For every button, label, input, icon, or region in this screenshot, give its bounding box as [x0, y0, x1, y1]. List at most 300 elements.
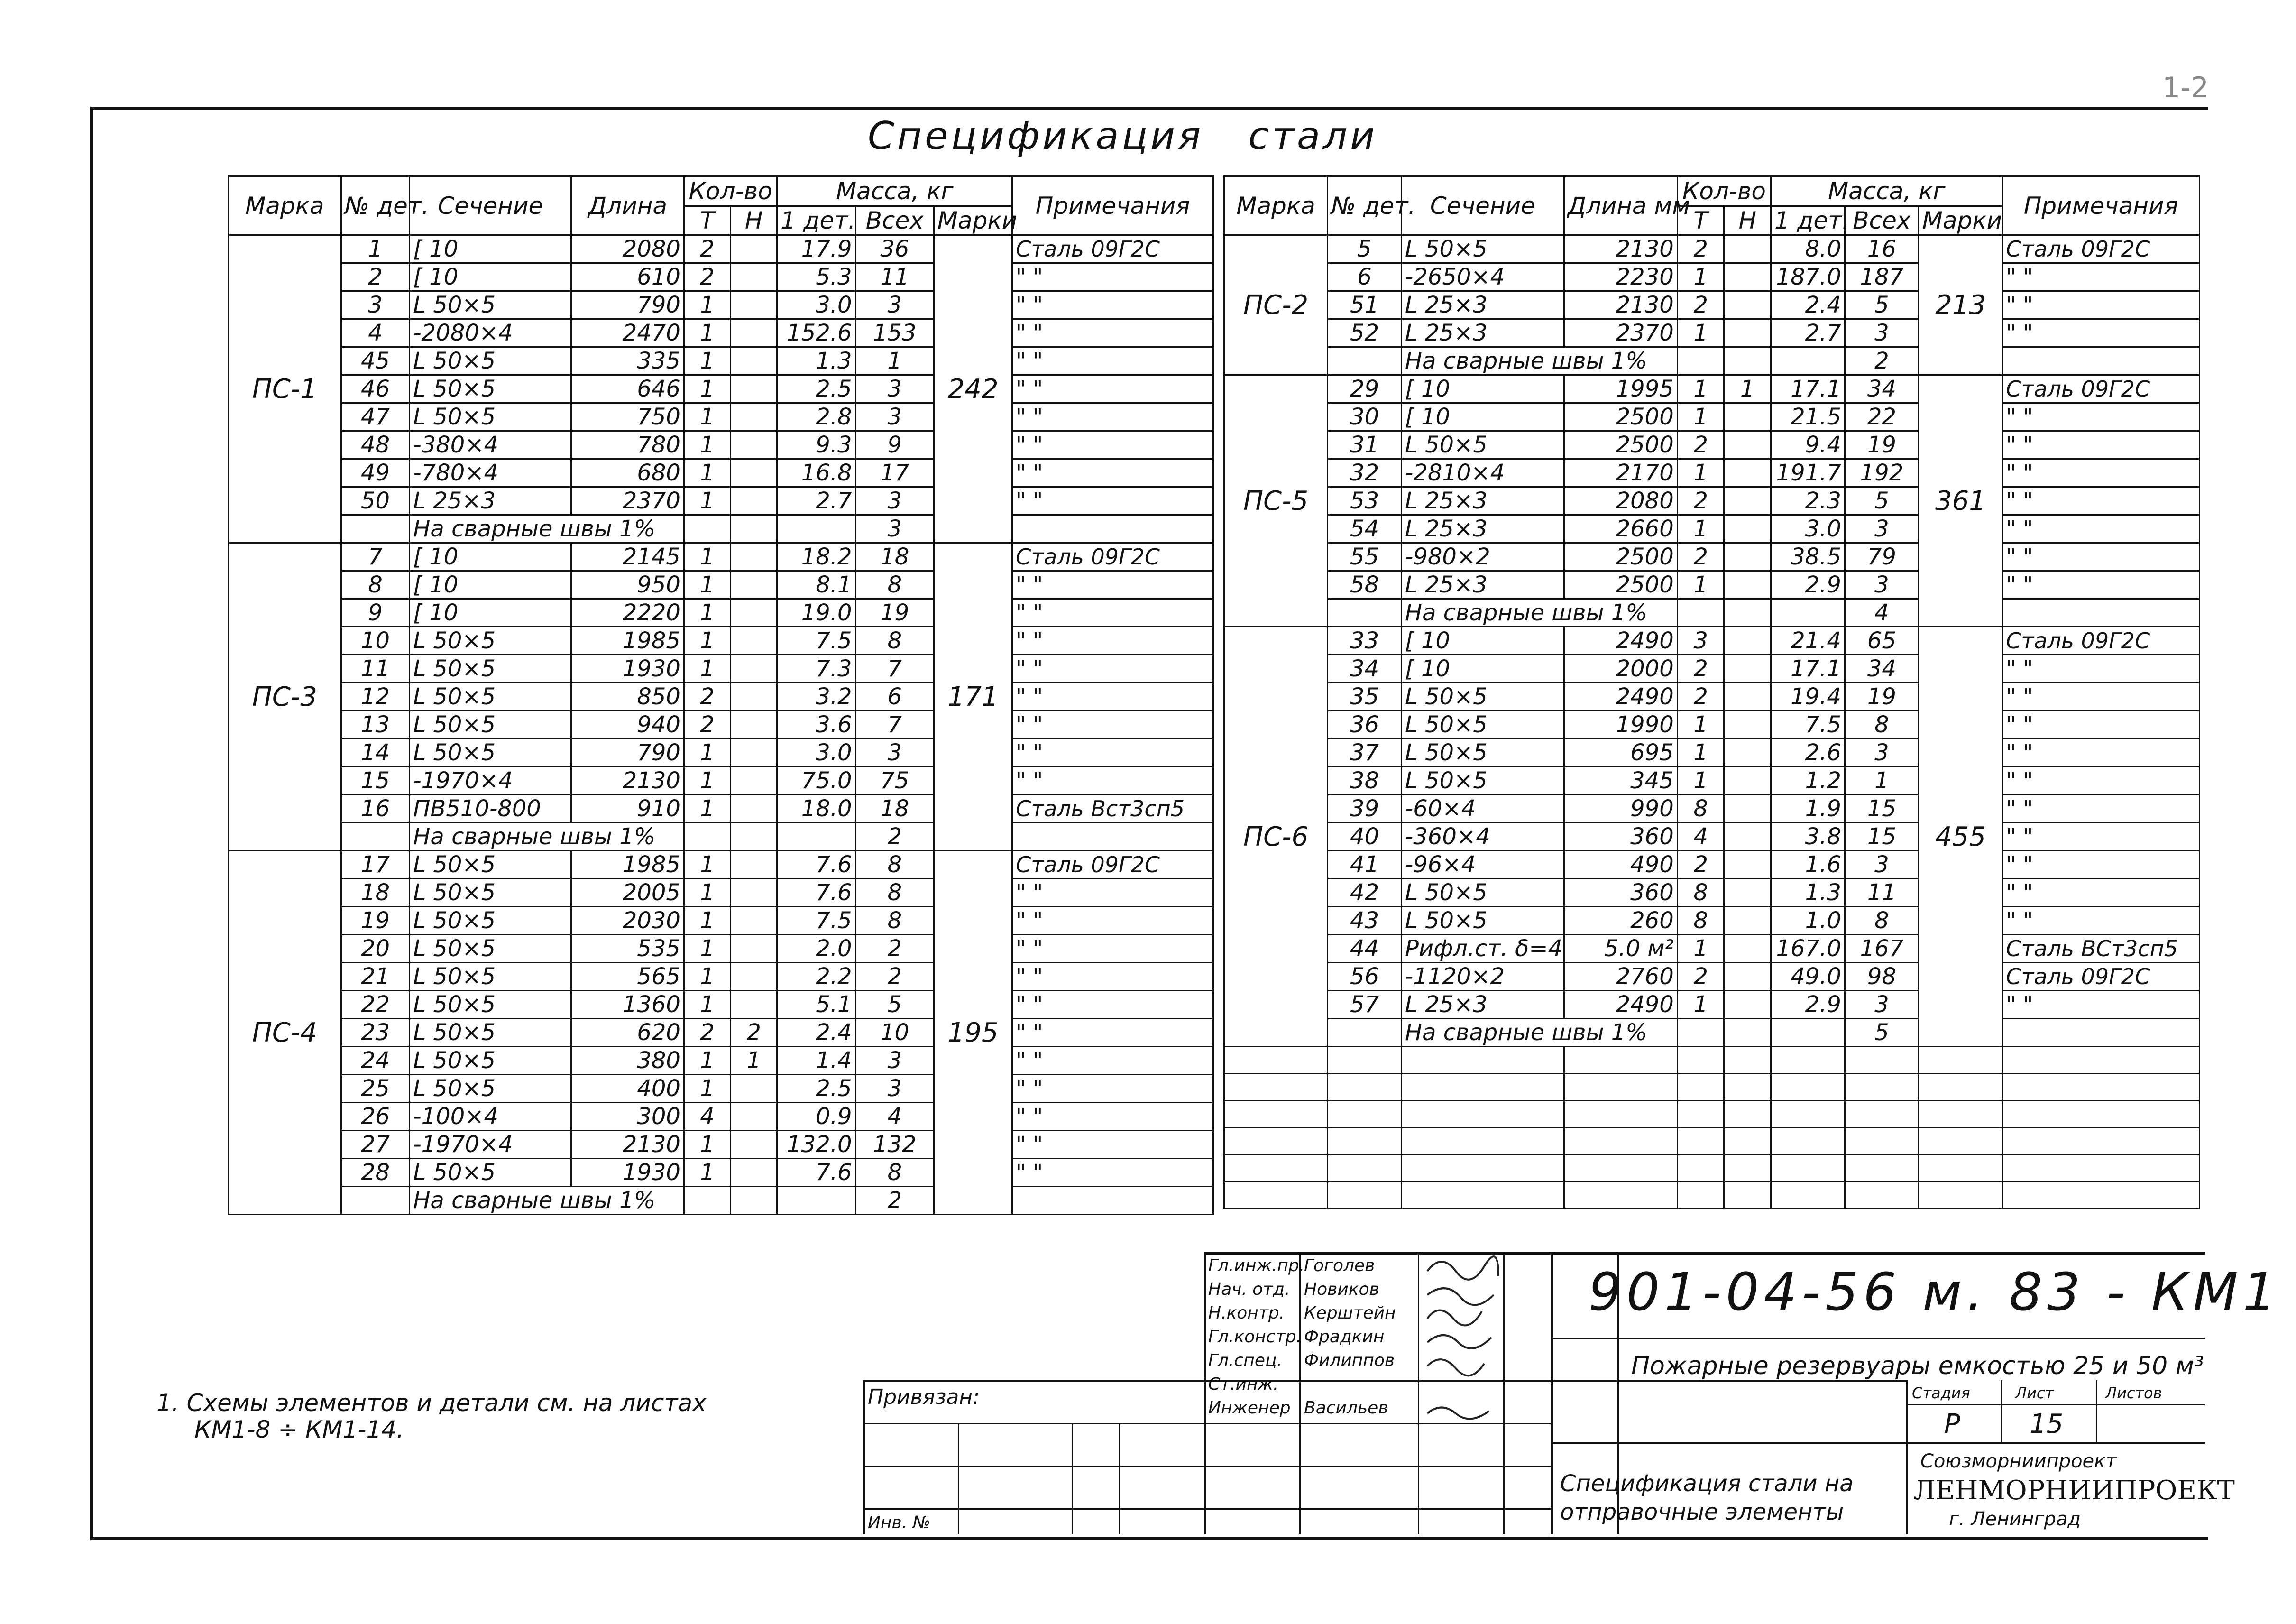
section-cell: L 50×5: [1401, 235, 1564, 263]
role-0: Гл.инж.пр.: [1208, 1256, 1305, 1275]
name-0: Гоголев: [1304, 1256, 1375, 1275]
length-cell: 2130: [1564, 235, 1677, 263]
det-number-cell: 40: [1328, 823, 1402, 851]
table-row: [1224, 879, 2200, 907]
det-number-cell: 4: [341, 319, 410, 347]
length-cell: 335: [571, 347, 684, 375]
qty-t-cell: 1: [1677, 935, 1724, 963]
table-row: [229, 1103, 1213, 1131]
role-3: Гл.констр.: [1208, 1327, 1302, 1347]
section-cell: L 25×3: [1401, 515, 1564, 543]
empty-cell: [1845, 1101, 1919, 1128]
name-6: Васильев: [1304, 1398, 1388, 1418]
table-row: [1224, 851, 2200, 879]
length-cell: 1985: [571, 851, 684, 879]
note-cell: Сталь 09Г2С: [1012, 235, 1213, 263]
section-cell: L 50×5: [1401, 711, 1564, 739]
qty-n-cell: [1724, 823, 1771, 851]
mass-all-cell: 3: [1845, 515, 1919, 543]
section-cell: [ 10: [410, 571, 571, 599]
length-cell: 990: [1564, 795, 1677, 823]
weld-label: На сварные швы 1%: [1401, 347, 1677, 375]
mass-all-cell: 7: [855, 711, 934, 739]
det-number-cell: 8: [341, 571, 410, 599]
length-cell: 780: [571, 431, 684, 459]
note-cell: " ": [1012, 1131, 1213, 1159]
det-number-cell: 43: [1328, 907, 1402, 935]
mass-one-cell: 2.4: [1771, 291, 1845, 319]
mass-marki-cell: 361: [1919, 375, 2002, 627]
length-cell: 1930: [571, 1159, 684, 1187]
marka-cell: ПС-3: [229, 543, 341, 851]
empty-cell: [2002, 1101, 2200, 1128]
note-cell: " ": [2002, 263, 2200, 291]
mass-all-cell: 11: [855, 263, 934, 291]
table-row: [229, 1047, 1213, 1075]
section-cell: L 50×5: [410, 1047, 571, 1075]
qty-t-cell: 1: [684, 739, 730, 767]
note-cell: " ": [2002, 767, 2200, 795]
table-row: [1224, 403, 2200, 431]
det-number-cell: 16: [341, 795, 410, 823]
note-cell: Сталь 09Г2С: [2002, 963, 2200, 991]
footnote-line-2: КМ1-8 ÷ КМ1-14.: [194, 1416, 404, 1443]
name-3: Фрадкин: [1304, 1327, 1385, 1347]
det-number-cell: 51: [1328, 291, 1402, 319]
section-cell: L 50×5: [1401, 683, 1564, 711]
sheet-title-2: отправочные элементы: [1560, 1499, 1844, 1525]
qty-t-cell: 1: [684, 879, 730, 907]
qty-t-cell: 2: [1677, 851, 1724, 879]
note-cell: " ": [2002, 851, 2200, 879]
length-cell: 2500: [1564, 543, 1677, 571]
qty-t-cell: 2: [684, 1019, 730, 1047]
mass-one-cell: 2.9: [1771, 991, 1845, 1019]
qty-t-cell: 1: [1677, 375, 1724, 403]
section-cell: L 50×5: [410, 403, 571, 431]
empty-cell: [1724, 1128, 1771, 1155]
qty-t-cell: 2: [1677, 431, 1724, 459]
length-cell: 2230: [1564, 263, 1677, 291]
empty-cell: [2002, 1182, 2200, 1209]
empty-cell: [1771, 1047, 1845, 1074]
section-cell: L 50×5: [410, 1159, 571, 1187]
length-cell: 2000: [1564, 655, 1677, 683]
empty-cell: [2002, 1074, 2200, 1101]
empty-cell: [1564, 1128, 1677, 1155]
col-massa: Масса, кг: [777, 176, 1012, 206]
qty-n-cell: [731, 1159, 777, 1187]
note-cell: " ": [2002, 319, 2200, 347]
qty-t-cell: 1: [684, 991, 730, 1019]
note-cell: " ": [1012, 683, 1213, 711]
qty-n-cell: [731, 291, 777, 319]
qty-t-cell: 8: [1677, 879, 1724, 907]
mass-all-cell: 3: [855, 739, 934, 767]
qty-n-cell: [1724, 627, 1771, 655]
mass-all-cell: 153: [855, 319, 934, 347]
mass-one-cell: 17.9: [777, 235, 855, 263]
det-number-cell: 29: [1328, 375, 1402, 403]
col-dlina: Длина мм: [1564, 176, 1677, 235]
table-row: [229, 487, 1213, 515]
section-cell: L 25×3: [1401, 487, 1564, 515]
qty-t-cell: 2: [684, 711, 730, 739]
length-cell: 345: [1564, 767, 1677, 795]
section-cell: L 50×5: [410, 851, 571, 879]
marka-cell: ПС-6: [1224, 627, 1328, 1047]
empty-cell: [684, 1187, 730, 1215]
page-title: Спецификация стали: [868, 114, 1378, 158]
empty-cell: [1224, 1155, 1328, 1182]
qty-n-cell: [731, 235, 777, 263]
mass-all-cell: 22: [1845, 403, 1919, 431]
qty-t-cell: 4: [684, 1103, 730, 1131]
mass-all-cell: 3: [1845, 991, 1919, 1019]
empty-cell: [1724, 1074, 1771, 1101]
mass-one-cell: 7.6: [777, 1159, 855, 1187]
qty-n-cell: [731, 403, 777, 431]
col-kol-vo: Кол-во: [1677, 176, 1771, 206]
mass-one-cell: 187.0: [1771, 263, 1845, 291]
mass-all-cell: 19: [855, 599, 934, 627]
mass-one-cell: 9.3: [777, 431, 855, 459]
note-cell: " ": [1012, 907, 1213, 935]
table-row: [1224, 655, 2200, 683]
qty-t-cell: 1: [684, 459, 730, 487]
qty-t-cell: 1: [1677, 711, 1724, 739]
mass-all-cell: 5: [1845, 291, 1919, 319]
mass-all-cell: 10: [855, 1019, 934, 1047]
section-cell: L 50×5: [410, 991, 571, 1019]
table-row: [1224, 291, 2200, 319]
det-number-cell: 58: [1328, 571, 1402, 599]
det-number-cell: 56: [1328, 963, 1402, 991]
empty-cell: [1919, 1047, 2002, 1074]
qty-t-cell: 2: [684, 235, 730, 263]
empty-row: [1224, 1047, 2200, 1074]
section-cell: L 50×5: [1401, 767, 1564, 795]
length-cell: 300: [571, 1103, 684, 1131]
weld-label: На сварные швы 1%: [1401, 599, 1677, 627]
empty-cell: [1401, 1074, 1564, 1101]
qty-t-cell: 1: [684, 487, 730, 515]
qty-n-cell: [731, 655, 777, 683]
note-cell: " ": [1012, 767, 1213, 795]
col-n: Н: [731, 206, 777, 235]
length-cell: 620: [571, 1019, 684, 1047]
mass-one-cell: 21.5: [1771, 403, 1845, 431]
length-cell: 2220: [571, 599, 684, 627]
section-cell: [ 10: [410, 543, 571, 571]
empty-cell: [1677, 1019, 1724, 1047]
empty-cell: [1724, 1155, 1771, 1182]
empty-cell: [2002, 1128, 2200, 1155]
mass-all-cell: 3: [855, 487, 934, 515]
det-number-cell: 47: [341, 403, 410, 431]
qty-n-cell: [1724, 739, 1771, 767]
qty-t-cell: 2: [1677, 655, 1724, 683]
qty-t-cell: 1: [684, 851, 730, 879]
note-cell: " ": [1012, 627, 1213, 655]
table-row: [229, 319, 1213, 347]
empty-row: [1224, 1128, 2200, 1155]
length-cell: 2490: [1564, 683, 1677, 711]
note-cell: " ": [2002, 907, 2200, 935]
table-row: [1224, 739, 2200, 767]
section-cell: L 50×5: [410, 655, 571, 683]
det-number-cell: 28: [341, 1159, 410, 1187]
note-cell: " ": [1012, 879, 1213, 907]
qty-n-cell: [731, 263, 777, 291]
qty-n-cell: [1724, 235, 1771, 263]
empty-cell: [341, 1187, 410, 1215]
det-number-cell: 52: [1328, 319, 1402, 347]
qty-n-cell: [731, 851, 777, 879]
mass-all-cell: 8: [855, 907, 934, 935]
table-row: [1224, 991, 2200, 1019]
mass-all-cell: 8: [855, 879, 934, 907]
det-number-cell: 20: [341, 935, 410, 963]
empty-cell: [1677, 1155, 1724, 1182]
length-cell: 2500: [1564, 571, 1677, 599]
length-cell: 2660: [1564, 515, 1677, 543]
note-cell: " ": [1012, 459, 1213, 487]
det-number-cell: 31: [1328, 431, 1402, 459]
table-row: [229, 599, 1213, 627]
col-dlina: Длина: [571, 176, 684, 235]
col-t: Т: [1677, 206, 1724, 235]
qty-t-cell: 1: [684, 935, 730, 963]
length-cell: 2130: [571, 767, 684, 795]
qty-t-cell: 1: [684, 1047, 730, 1075]
length-cell: 1985: [571, 627, 684, 655]
privyazan-label: Привязан:: [868, 1385, 980, 1409]
det-number-cell: 10: [341, 627, 410, 655]
col-massa: Масса, кг: [1771, 176, 2002, 206]
section-cell: L 50×5: [410, 879, 571, 907]
empty-cell: [1724, 1101, 1771, 1128]
table-row: [229, 683, 1213, 711]
empty-cell: [1724, 347, 1771, 375]
table-row: [229, 543, 1213, 571]
sheet-title-1: Спецификация стали на: [1560, 1470, 1854, 1497]
section-cell: L 50×5: [1401, 431, 1564, 459]
section-cell: -2080×4: [410, 319, 571, 347]
col-marka: Марка: [229, 176, 341, 235]
table-row: [229, 739, 1213, 767]
length-cell: 400: [571, 1075, 684, 1103]
section-cell: L 50×5: [410, 627, 571, 655]
det-number-cell: 15: [341, 767, 410, 795]
qty-n-cell: 2: [731, 1019, 777, 1047]
section-cell: L 50×5: [1401, 907, 1564, 935]
mass-one-cell: 1.0: [1771, 907, 1845, 935]
qty-n-cell: [731, 795, 777, 823]
section-cell: L 50×5: [410, 739, 571, 767]
mass-one-cell: 75.0: [777, 767, 855, 795]
qty-n-cell: [1724, 879, 1771, 907]
mass-all-cell: 11: [1845, 879, 1919, 907]
section-cell: Рифл.ст. δ=4: [1401, 935, 1564, 963]
marka-cell: ПС-4: [229, 851, 341, 1215]
mass-one-cell: 2.7: [777, 487, 855, 515]
note-cell: " ": [1012, 263, 1213, 291]
org-line-2: ЛЕНМОРНИИПРОЕКТ: [1913, 1475, 2235, 1506]
section-cell: ПВ510-800: [410, 795, 571, 823]
note-cell: " ": [1012, 431, 1213, 459]
table-row: [1224, 907, 2200, 935]
spec-table-left: [228, 175, 1214, 1215]
qty-n-cell: [1724, 263, 1771, 291]
qty-n-cell: 1: [731, 1047, 777, 1075]
qty-n-cell: [1724, 795, 1771, 823]
qty-n-cell: [731, 907, 777, 935]
section-cell: L 50×5: [1401, 879, 1564, 907]
note-cell: " ": [2002, 291, 2200, 319]
col-sechenie: Сечение: [410, 176, 571, 235]
qty-n-cell: [731, 1075, 777, 1103]
weld-row: [229, 1187, 1213, 1215]
empty-cell: [1224, 1101, 1328, 1128]
sheet-label: Лист: [2015, 1384, 2054, 1402]
note-cell: " ": [2002, 739, 2200, 767]
det-number-cell: 9: [341, 599, 410, 627]
table-row: [1224, 683, 2200, 711]
mass-all-cell: 98: [1845, 963, 1919, 991]
note-cell: " ": [1012, 1047, 1213, 1075]
empty-cell: [1328, 1019, 1402, 1047]
qty-n-cell: [1724, 991, 1771, 1019]
section-cell: L 25×3: [410, 487, 571, 515]
empty-cell: [1771, 1101, 1845, 1128]
section-cell: L 50×5: [410, 1075, 571, 1103]
empty-cell: [1224, 1128, 1328, 1155]
section-cell: [ 10: [410, 599, 571, 627]
length-cell: 910: [571, 795, 684, 823]
det-number-cell: 7: [341, 543, 410, 571]
qty-n-cell: [731, 739, 777, 767]
det-number-cell: 30: [1328, 403, 1402, 431]
note-cell: " ": [1012, 991, 1213, 1019]
qty-t-cell: 4: [1677, 823, 1724, 851]
qty-n-cell: [731, 935, 777, 963]
table-row: [229, 431, 1213, 459]
empty-cell: [1224, 1074, 1328, 1101]
qty-n-cell: [1724, 543, 1771, 571]
table-row: [229, 711, 1213, 739]
det-number-cell: 37: [1328, 739, 1402, 767]
qty-n-cell: [731, 375, 777, 403]
qty-n-cell: [731, 347, 777, 375]
empty-cell: [341, 823, 410, 851]
role-6: Инженер: [1208, 1398, 1291, 1418]
mass-one-cell: 19.0: [777, 599, 855, 627]
det-number-cell: 50: [341, 487, 410, 515]
det-number-cell: 23: [341, 1019, 410, 1047]
mass-one-cell: 132.0: [777, 1131, 855, 1159]
weld-mass: 5: [1845, 1019, 1919, 1047]
table-row: [1224, 319, 2200, 347]
mass-all-cell: 18: [855, 795, 934, 823]
mass-all-cell: 3: [1845, 571, 1919, 599]
empty-row: [1224, 1074, 2200, 1101]
weld-mass: 3: [855, 515, 934, 543]
mass-all-cell: 3: [855, 403, 934, 431]
empty-cell: [1845, 1182, 1919, 1209]
empty-cell: [1919, 1101, 2002, 1128]
length-cell: 2760: [1564, 963, 1677, 991]
mass-all-cell: 16: [1845, 235, 1919, 263]
section-cell: L 50×5: [410, 1019, 571, 1047]
qty-n-cell: [731, 319, 777, 347]
empty-cell: [2002, 1019, 2200, 1047]
qty-n-cell: [731, 879, 777, 907]
footnote-line-1: 1. Схемы элементов и детали см. на листах: [156, 1389, 707, 1417]
section-cell: L 50×5: [410, 375, 571, 403]
empty-cell: [1771, 1019, 1845, 1047]
table-row: [229, 291, 1213, 319]
length-cell: 380: [571, 1047, 684, 1075]
note-cell: Сталь 09Г2С: [2002, 235, 2200, 263]
qty-n-cell: [731, 599, 777, 627]
qty-t-cell: 1: [684, 375, 730, 403]
mass-marki-cell: 195: [934, 851, 1012, 1215]
mass-one-cell: 7.6: [777, 879, 855, 907]
qty-n-cell: [731, 711, 777, 739]
qty-t-cell: 1: [684, 571, 730, 599]
note-cell: " ": [2002, 515, 2200, 543]
qty-n-cell: [1724, 711, 1771, 739]
mass-one-cell: 7.5: [1771, 711, 1845, 739]
note-cell: " ": [2002, 711, 2200, 739]
section-cell: -780×4: [410, 459, 571, 487]
empty-cell: [777, 515, 855, 543]
length-cell: 2080: [571, 235, 684, 263]
qty-n-cell: [731, 571, 777, 599]
col-marka: Марка: [1224, 176, 1328, 235]
empty-cell: [1564, 1155, 1677, 1182]
col-marki: Марки: [1919, 206, 2002, 235]
qty-n-cell: [1724, 459, 1771, 487]
length-cell: 2130: [571, 1131, 684, 1159]
mass-marki-cell: 171: [934, 543, 1012, 851]
length-cell: 535: [571, 935, 684, 963]
note-cell: " ": [1012, 1103, 1213, 1131]
qty-t-cell: 8: [1677, 907, 1724, 935]
empty-cell: [1677, 1047, 1724, 1074]
empty-cell: [1012, 823, 1213, 851]
weld-label: На сварные швы 1%: [410, 515, 684, 543]
det-number-cell: 53: [1328, 487, 1402, 515]
qty-n-cell: [1724, 319, 1771, 347]
empty-cell: [1564, 1074, 1677, 1101]
mass-all-cell: 3: [1845, 319, 1919, 347]
table-row: [1224, 459, 2200, 487]
mass-all-cell: 17: [855, 459, 934, 487]
note-cell: " ": [2002, 823, 2200, 851]
empty-cell: [341, 515, 410, 543]
mass-all-cell: 3: [855, 291, 934, 319]
mass-one-cell: 2.4: [777, 1019, 855, 1047]
qty-n-cell: [731, 459, 777, 487]
det-number-cell: 41: [1328, 851, 1402, 879]
empty-cell: [1224, 1047, 1328, 1074]
project-name: Пожарные резервуары емкостью 25 и 50 м³: [1631, 1352, 2204, 1380]
det-number-cell: 2: [341, 263, 410, 291]
weld-row: [1224, 599, 2200, 627]
section-cell: -2810×4: [1401, 459, 1564, 487]
